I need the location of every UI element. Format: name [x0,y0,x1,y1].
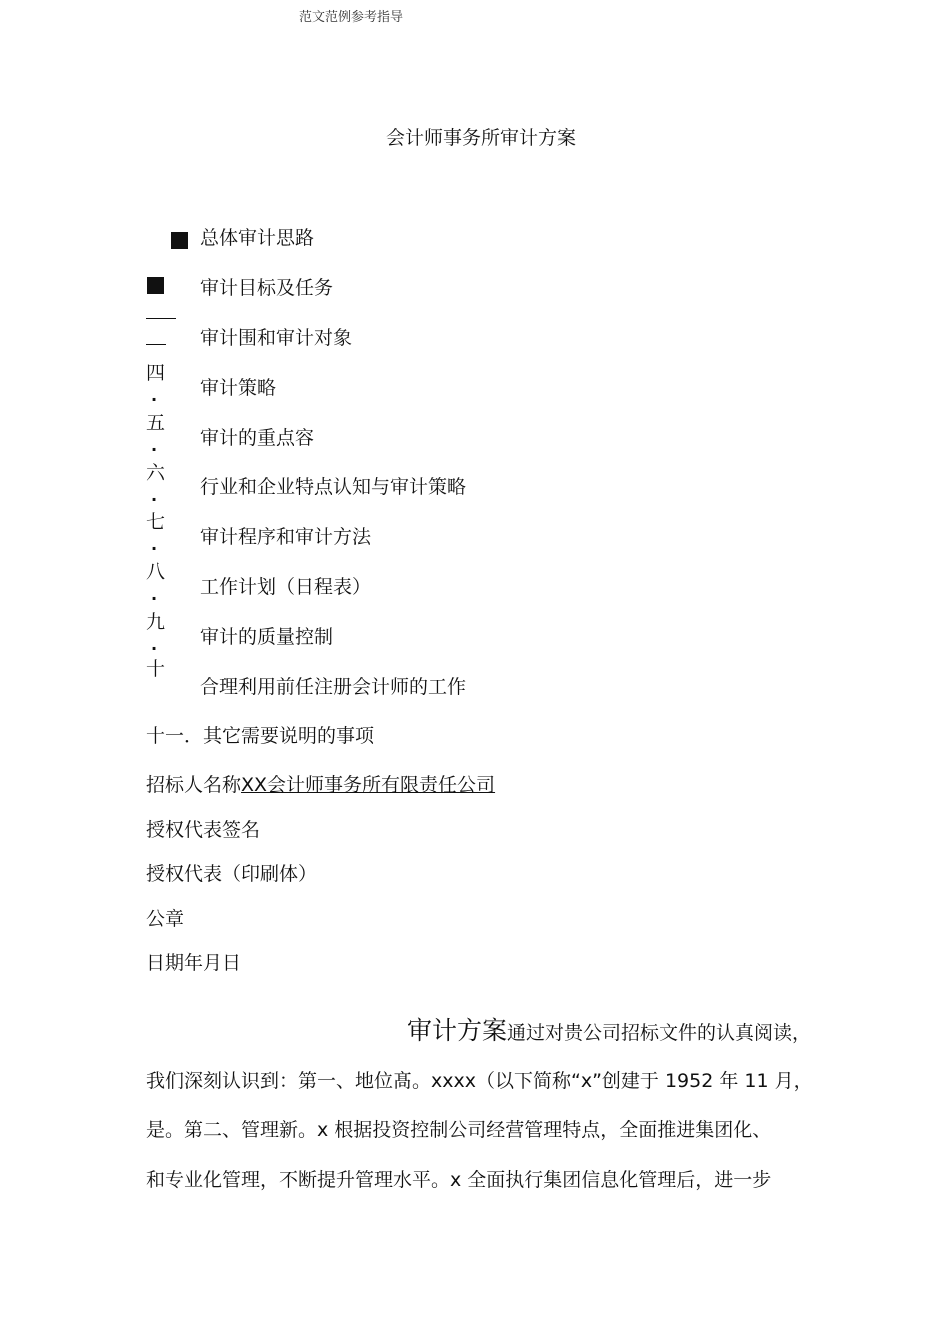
toc-item-8: 工作计划（日程表） [200,576,372,598]
plan-line-2: 我们深刻认识到：第一、地位髙。xxxx（以下简称“x”创建于 1952 年 11 月， [146,1070,813,1092]
seal-line: 公章 [146,908,185,930]
toc-item-11: 十一．其它需要说明的事项 [146,725,375,747]
toc-number: 八 [146,561,166,583]
plan-line-3: 是。第二、管理新。x 根据投资控制公司经营管理特点，全面推进集团化、 [146,1119,772,1141]
toc-item-5: 审计的重点容 [200,427,315,449]
dash-marker [146,344,166,345]
bidder-name: XX会计师事务所有限责任公司 [241,774,496,796]
dash-marker [146,318,176,319]
toc-dot: . [151,486,158,505]
toc-item-3: 审计围和审计对象 [200,327,353,349]
toc-item-10: 合理利用前任注册会计师的工作 [200,676,467,698]
toc-item-1: 总体审计思路 [200,227,315,249]
auth-sign-line: 授权代表签名 [146,819,261,841]
toc-dot: . [151,386,158,405]
toc-dot: . [151,436,158,455]
document-title: 会计师事务所审计方案 [385,127,576,149]
toc-dot: . [151,585,158,604]
toc-number: 五 [146,412,166,434]
toc-number: 七 [146,511,166,533]
page-header: 范文范例参考指导 [299,10,404,25]
bullet-square [147,277,164,294]
toc-item-9: 审计的质量控制 [200,626,334,648]
plan-first-line [407,1011,811,1047]
toc-number: 四 [146,362,166,384]
toc-dot: . [151,535,158,554]
bullet-square [171,232,188,249]
plan-line-4: 和专业化管理，不断提升管理水平。x 全面执行集团信息化管理后，进一步 [146,1169,772,1191]
toc-number: 六 [146,462,166,484]
toc-dot: . [151,635,158,654]
bidder-line [146,770,495,797]
plan-line-1: 通过对贵公司招标文件的认真阅读， [507,1022,812,1044]
toc-item-4: 审计策略 [200,377,277,399]
toc-item-2: 审计目标及任务 [200,277,334,299]
toc-number: 十 [146,658,166,680]
toc-number: 九 [146,611,166,633]
toc-item-6: 行业和企业特点认知与审计策略 [200,476,467,498]
plan-heading: 审计方案 [407,1016,508,1045]
toc-item-7: 审计程序和审计方法 [200,526,372,548]
auth-print-line: 授权代表（印刷体） [146,863,318,885]
date-line: 日期年月日 [146,952,242,974]
bidder-label: 招标人名称 [146,774,242,796]
